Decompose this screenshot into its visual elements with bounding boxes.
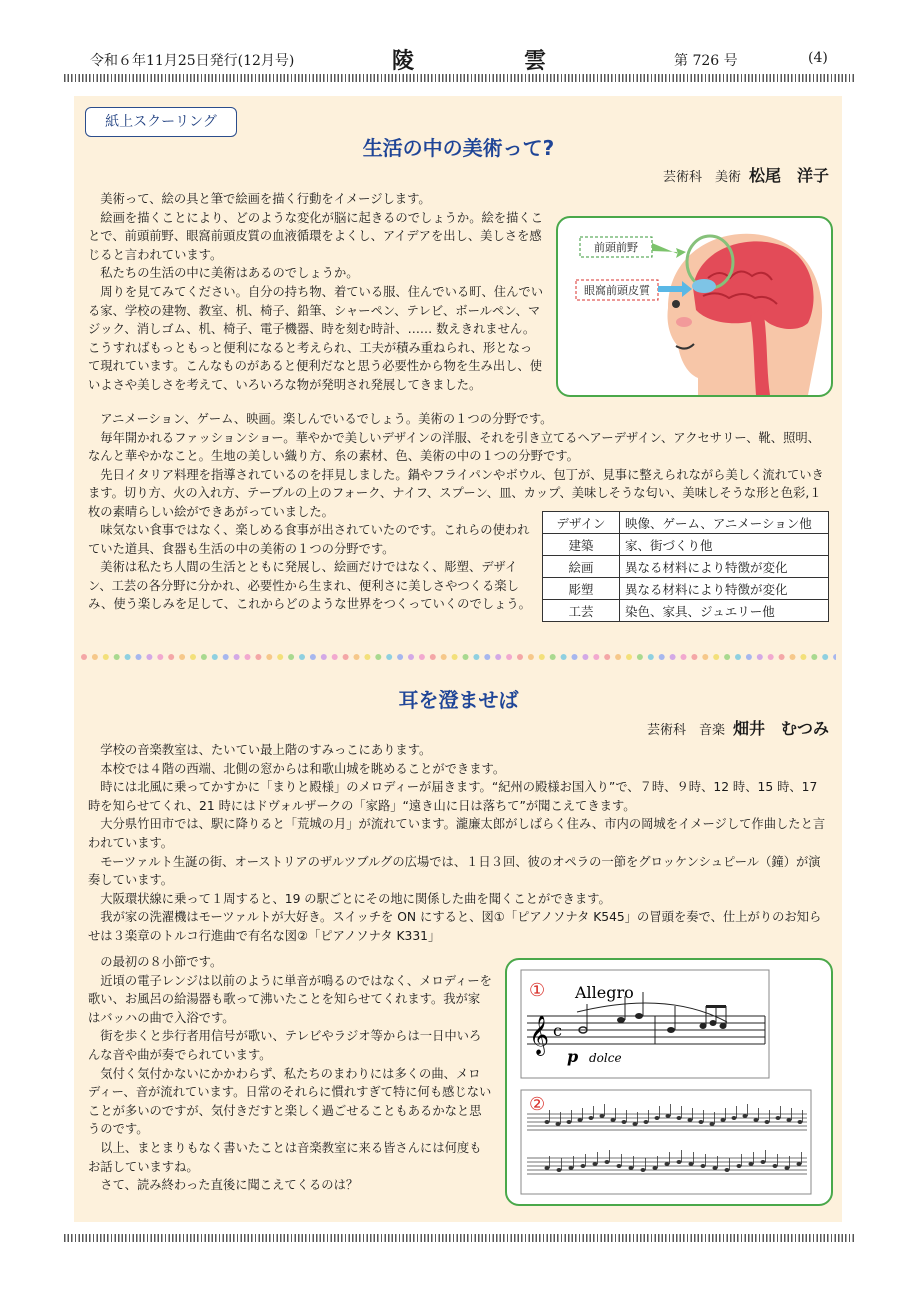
- divider-dot: [419, 654, 425, 660]
- article2-body-narrow: [88, 953, 492, 1195]
- masthead: [64, 50, 854, 74]
- divider-dot: [659, 654, 665, 660]
- table-cell-desc: 家、街づくり他: [620, 534, 829, 556]
- note-head: [633, 1122, 638, 1126]
- divider-dot: [146, 654, 152, 660]
- section-tag: 紙上スクーリング: [85, 107, 237, 137]
- article2-author: 畑井 むつみ: [732, 719, 829, 738]
- divider-dot: [168, 654, 174, 660]
- note-head: [699, 1120, 704, 1124]
- article2-title: 耳を澄ませば: [398, 688, 519, 712]
- divider-dot: [582, 654, 588, 660]
- divider-dot: [615, 654, 621, 660]
- note-head: [787, 1118, 792, 1122]
- header-rule: [64, 74, 854, 82]
- score1-dynamic: p: [567, 1047, 579, 1066]
- paragraph: 毎年開かれるファッションショー。華やかで美しいデザインの洋服、それを引き立てるヘアーデザイン、アクセサリー、靴、照明、なんと華やかなこと。生地の美しい織り方、糸の素材、色、美術の中の１つの分野です。: [88, 430, 820, 464]
- divider-dot: [833, 654, 836, 660]
- table-row: [543, 556, 829, 578]
- issue-number: 第 726 号: [674, 53, 738, 69]
- note-head: [677, 1160, 682, 1164]
- divider-dot: [223, 654, 229, 660]
- note-head: [578, 1118, 583, 1122]
- divider-dot: [572, 654, 578, 660]
- divider-dot: [430, 654, 436, 660]
- paragraph: 本校では４階の西端、北側の窓からは和歌山城を眺めることができます。: [100, 761, 506, 776]
- note-head: [797, 1162, 802, 1166]
- divider-dot: [245, 654, 251, 660]
- note-head: [653, 1166, 658, 1170]
- music-score-icon: [507, 960, 831, 1204]
- note-head: [710, 1122, 715, 1126]
- article1-body-wide: [88, 410, 832, 522]
- divider-dot: [277, 654, 283, 660]
- divider-dot: [201, 654, 207, 660]
- dotted-divider: [80, 653, 836, 661]
- divider-dot: [452, 654, 458, 660]
- table-cell-field: 彫塑: [543, 578, 620, 600]
- divider-dot: [746, 654, 752, 660]
- divider-dot: [266, 654, 272, 660]
- table-row: [543, 512, 829, 534]
- divider-dot: [702, 654, 708, 660]
- divider-dot: [103, 654, 109, 660]
- divider-dot: [691, 654, 697, 660]
- note-head: [557, 1168, 562, 1172]
- divider-dot: [539, 654, 545, 660]
- score1-number: ①: [529, 980, 546, 1001]
- divider-dot: [670, 654, 676, 660]
- music-score-box: [505, 958, 833, 1206]
- footer-rule: [64, 1234, 854, 1242]
- note-head: [765, 1120, 770, 1124]
- divider-dot: [157, 654, 163, 660]
- paragraph: の最初の８小節です。: [100, 955, 223, 969]
- newsletter-title-2: 雲: [524, 48, 547, 74]
- note-head: [754, 1118, 759, 1122]
- divider-dot: [375, 654, 381, 660]
- divider-dot: [550, 654, 556, 660]
- divider-dot: [125, 654, 131, 660]
- note-head: [581, 1164, 586, 1168]
- paragraph: 味気ない食事ではなく、楽しめる食事が出されていたのです。これらの使われていた道具、食器も生活の中の美術の１つの分野です。: [88, 523, 530, 556]
- divider-dot: [255, 654, 261, 660]
- divider-dot: [288, 654, 294, 660]
- divider-dot: [114, 654, 120, 660]
- score2-number: ②: [529, 1094, 546, 1115]
- note-head: [545, 1166, 550, 1170]
- divider-dot: [779, 654, 785, 660]
- note-head: [629, 1166, 634, 1170]
- table-cell-field: 建築: [543, 534, 620, 556]
- score1-tempo: Allegro: [575, 983, 634, 1002]
- table-cell-field: 工芸: [543, 600, 620, 622]
- note-head: [605, 1160, 610, 1164]
- divider-dot: [354, 654, 360, 660]
- page-number: (4): [808, 50, 828, 66]
- divider-dot: [212, 654, 218, 660]
- divider-dot: [735, 654, 741, 660]
- note-head: [644, 1120, 649, 1124]
- table-cell-desc: 染色、家具、ジュエリー他: [620, 600, 829, 622]
- divider-dot: [343, 654, 349, 660]
- divider-dot: [517, 654, 523, 660]
- divider-dot: [190, 654, 196, 660]
- article1-body-narrow: [88, 190, 544, 395]
- note-head: [617, 1164, 622, 1168]
- paragraph: 絵画を描くことにより、どのような変化が脳に起きるのでしょうか。絵を描くことで、前頭前野、眼窩前頭皮質の血液循環をよくし、アイデアを出し、美しさを感じると言われています。: [88, 210, 543, 262]
- paragraph: 近頃の電子レンジは以前のように単音が鳴るのではなく、メロディーを歌い、お風呂の給湯器も歌って沸いたことを知らせてくれます。我が家はバッハの曲で入浴です。: [88, 973, 492, 1025]
- divider-dot: [561, 654, 567, 660]
- paragraph: 気付く気付かないにかかわらず、私たちのまわりには多くの曲、メロディー、音が流れています。日常のそれらに慣れすぎて特に何も感じないことが多いのですが、気付きだすと楽しく過ごせることもあるかなと思うのです。: [88, 1066, 492, 1137]
- note-head: [776, 1116, 781, 1120]
- svg-text:c: c: [553, 1021, 562, 1040]
- article2-byline: [647, 716, 829, 739]
- paragraph: 周りを見てみてください。自分の持ち物、着ている服、住んでいる町、住んでいる家、学校の建物、教室、机、椅子、鉛筆、シャーペン、テレビ、ボールペン、マジック、消しゴム、机、椅子、電子機器、時を刻む時計、…… 数えきれません。こうすればもっともっと便利になると考えられ、工夫が積み重ねられ、形となって現れています。こんなものがあると便利だなと思う必要性から物を生み出し、使いよさや美しさを考えて、いろいろな物が発明され発展してきました。: [88, 284, 543, 392]
- note-head: [611, 1118, 616, 1122]
- divider-dot: [473, 654, 479, 660]
- divider-dot: [92, 654, 98, 660]
- article2-department: 芸術科 音楽: [646, 723, 725, 738]
- paragraph: 時には北風に乗ってかすかに「まりと殿様」のメロディーが届きます。“紀州の殿様お国入り”で、７時、９時、12 時、15 時、17 時を知らせてくれ、21 時にはドヴォルザークの「家路」“遠き山に日は落ちて”が聞こえてきます。: [88, 780, 818, 813]
- article1-byline: [663, 163, 829, 186]
- paragraph: 大分県竹田市では、駅に降りると「荒城の月」が流れています。瀧廉太郎がしばらく住み、市内の岡城をイメージして作曲したと言われています。: [88, 817, 826, 850]
- label-prefrontal: 前頭前野: [594, 241, 638, 254]
- divider-dot: [822, 654, 828, 660]
- divider-dot: [321, 654, 327, 660]
- note-head: [761, 1160, 766, 1164]
- divider-dot: [637, 654, 643, 660]
- paragraph: 以上、まとまりもなく書いたことは音楽教室に来る皆さんには何度もお話していますね。: [88, 1140, 482, 1174]
- table-row: [543, 578, 829, 600]
- table-row: [543, 600, 829, 622]
- divider-dot: [179, 654, 185, 660]
- divider-dot: [332, 654, 338, 660]
- svg-text:𝄞: 𝄞: [529, 1015, 550, 1055]
- label-orbitofrontal: 眼窩前頭皮質: [584, 284, 650, 297]
- note-head: [666, 1114, 671, 1118]
- note-head: [798, 1120, 803, 1124]
- paragraph: モーツァルト生誕の街、オーストリアのザルツブルグの広場では、１日３回、彼のオペラの一節をグロッケンシュピール（鐘）が演奏しています。: [88, 854, 821, 888]
- art-fields-table: [542, 511, 829, 622]
- issue-date: 令和６年11月25日発行(12月号): [90, 53, 295, 69]
- divider-dot: [604, 654, 610, 660]
- score1-expression: dolce: [589, 1051, 622, 1065]
- note-head: [721, 1118, 726, 1122]
- divider-dot: [681, 654, 687, 660]
- divider-dot: [528, 654, 534, 660]
- divider-dot: [408, 654, 414, 660]
- divider-dot: [506, 654, 512, 660]
- note-head: [701, 1164, 706, 1168]
- divider-dot: [790, 654, 796, 660]
- note-head: [589, 1116, 594, 1120]
- table-cell-desc: 異なる材料により特徴が変化: [620, 578, 829, 600]
- note-head: [743, 1114, 748, 1118]
- table-row: [543, 534, 829, 556]
- divider-dot: [136, 654, 142, 660]
- paragraph: 街を歩くと歩行者用信号が歌い、テレビやラジオ等からは一日中いろんな音や曲が奏でられています。: [88, 1029, 482, 1062]
- note-head: [569, 1166, 574, 1170]
- note-head: [677, 1116, 682, 1120]
- divider-dot: [713, 654, 719, 660]
- note-head: [600, 1114, 605, 1118]
- note-head: [773, 1164, 778, 1168]
- note-head: [725, 1168, 730, 1172]
- article1-title: 生活の中の美術って?: [362, 136, 555, 160]
- brain-icon: [558, 218, 831, 395]
- article1-author: 松尾 洋子: [748, 166, 829, 185]
- paragraph: アニメーション、ゲーム、映画。楽しんでいるでしょう。美術の１つの分野です。: [100, 412, 553, 426]
- divider-dot: [299, 654, 305, 660]
- divider-dot: [768, 654, 774, 660]
- divider-dot: [81, 654, 87, 660]
- table-cell-desc: 映像、ゲーム、アニメーション他: [620, 512, 829, 534]
- article2-body-wide: [88, 741, 832, 946]
- article1-department: 芸術科 美術: [662, 170, 741, 185]
- paragraph: 美術は私たち人間の生活とともに発展し、絵画だけではなく、彫塑、デザイン、工芸の各分野に分かれ、必要性から生まれ、便利さに美しさやつくる楽しみ、使う楽しみを足して、これからどのような世界をつくっていくのでしょう。: [88, 560, 531, 612]
- divider-dot: [757, 654, 763, 660]
- note-head: [641, 1168, 646, 1172]
- brain-illustration: [556, 216, 833, 397]
- divider-dot: [648, 654, 654, 660]
- note-head: [713, 1166, 718, 1170]
- divider-dot: [800, 654, 806, 660]
- paragraph: 先日イタリア料理を指導されているのを拝見しました。鍋やフライパンやボウル、包丁が、見事に整えられながら美しく流れていきます。切り方、火の入れ方、テーブルの上のフォーク、ナイフ、スプーン、皿、カップ、美味しそうな匂い、美味しそうな形と色彩,１枚の素晴らしい絵ができあがっていました。: [88, 467, 824, 519]
- divider-dot: [441, 654, 447, 660]
- divider-dot: [495, 654, 501, 660]
- divider-dot: [310, 654, 316, 660]
- note-head: [732, 1116, 737, 1120]
- table-cell-field: デザイン: [543, 512, 620, 534]
- article1-body-lower: [88, 521, 532, 614]
- note-head: [665, 1162, 670, 1166]
- note-head: [545, 1120, 550, 1124]
- divider-dot: [593, 654, 599, 660]
- note-head: [593, 1162, 598, 1166]
- note-head: [689, 1162, 694, 1166]
- divider-dot: [811, 654, 817, 660]
- divider-dot: [397, 654, 403, 660]
- divider-dot: [724, 654, 730, 660]
- note-head: [655, 1116, 660, 1120]
- paragraph: 学校の音楽教室は、たいてい最上階のすみっこにあります。: [100, 743, 432, 757]
- divider-dot: [386, 654, 392, 660]
- divider-dot: [484, 654, 490, 660]
- paragraph: 美術って、絵の具と筆で絵画を描く行動をイメージします。: [100, 192, 431, 206]
- divider-dot: [364, 654, 370, 660]
- divider-dot: [626, 654, 632, 660]
- newsletter-title-1: 陵: [392, 48, 415, 74]
- table-cell-desc: 異なる材料により特徴が変化: [620, 556, 829, 578]
- note-head: [785, 1166, 790, 1170]
- note-head: [737, 1164, 742, 1168]
- paragraph: さて、読み終わった直後に聞こえてくるのは？: [100, 1178, 359, 1193]
- note-head: [688, 1118, 693, 1122]
- table-cell-field: 絵画: [543, 556, 620, 578]
- paragraph: 大阪環状線に乗って１周すると、19 の駅ごとにその地に関係した曲を聞くことができます。: [100, 891, 611, 906]
- divider-dot: [463, 654, 469, 660]
- paragraph: 我が家の洗濯機はモーツァルトが大好き。スイッチを ON にすると、図①「ピアノソナタ K545」の冒頭を奏で、仕上がりのお知らせは３楽章のトルコ行進曲で有名な図②「ピアノソナタ K331」: [88, 910, 822, 943]
- divider-dot: [234, 654, 240, 660]
- paragraph: 私たちの生活の中に美術はあるのでしょうか。: [100, 266, 359, 281]
- note-head: [622, 1120, 627, 1124]
- note-head: [556, 1122, 561, 1126]
- note-head: [567, 1120, 572, 1124]
- note-head: [749, 1162, 754, 1166]
